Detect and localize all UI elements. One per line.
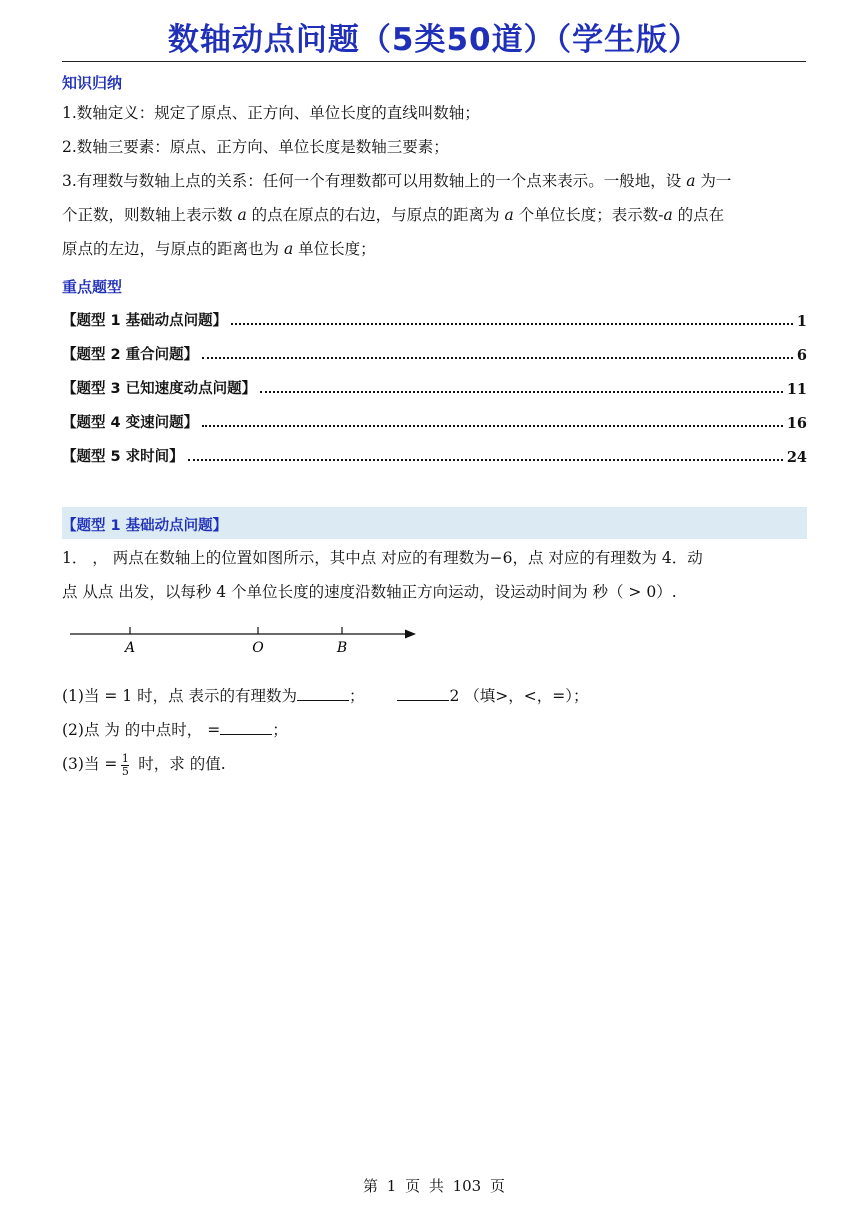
toc-item-4[interactable] [62,408,807,432]
toc-item-3[interactable] [62,374,807,398]
toc-item-page: 1 [796,313,807,330]
toc-leader [188,459,783,461]
toc-item-page: 11 [786,381,807,398]
toc-item-2[interactable] [62,340,807,364]
answer-blank[interactable] [397,686,449,701]
number-line-arrow-icon [405,630,416,639]
title-divider [62,61,806,62]
label-a: A [124,640,136,656]
toc-item-page: 24 [786,449,807,466]
knowledge-item-1: 1.数轴定义：规定了原点、正方向、单位长度的直线叫数轴； [62,104,480,122]
toc-item-label: 【题型 4 变速问题】 [62,415,199,431]
section-heading: 【题型 1 基础动点问题】 [62,518,228,534]
section-heading-band [62,507,807,539]
toc-item-page: 6 [796,347,807,364]
knowledge-item-2: 2.数轴三要素：原点、正方向、单位长度是数轴三要素； [62,138,449,156]
fraction: $\frac{1}{5}$ [121,751,129,778]
knowledge-item-3: 3.有理数与数轴上点的关系：任何一个有理数都可以用数轴上的一个点来表示。一般地，设 a 为一 个正数，则数轴上表示数 a 的点在原点的右边，与原点的距离为 a 个单位长度；表示数-a 的点在 原点的左边，与原点的距离也为 a 单位长度； [62,172,732,258]
question-1-line-1: 1． ， 两点在数轴上的位置如图所示，其中点 对应的有理数为−6，点 对应的有理数为 4．动 [62,549,703,567]
question-1-line-2: 点 从点 出发，以每秒 4 个单位长度的速度沿数轴正方向运动，设运动时间为 秒（ > 0）. [62,583,677,601]
toc-item-1[interactable] [62,306,807,330]
number-line-figure [62,618,432,660]
knowledge-heading: 知识归纳 [62,74,123,92]
toc-heading: 重点题型 [62,278,123,296]
toc-leader [202,425,783,427]
toc-leader [260,391,783,393]
toc-item-page: 16 [786,415,807,432]
page-footer: 第 1 页 共 103 页 [362,1177,505,1195]
sub-question-3: (3)当 = $\frac{1}{5}$ 时，求 的值. [62,751,226,778]
label-o: O [252,640,264,656]
toc-item-label: 【题型 1 基础动点问题】 [62,313,228,329]
toc-item-5[interactable] [62,442,807,466]
page-title: 数轴动点问题（5类50道）（学生版） [167,22,701,58]
sub-question-2: (2)点 为 的中点时， = ； [62,721,288,739]
label-b: B [336,640,348,656]
toc-leader [202,357,793,359]
answer-blank[interactable] [220,720,272,735]
toc-item-label: 【题型 5 求时间】 [62,449,184,465]
toc-item-label: 【题型 2 重合问题】 [62,347,199,363]
toc-leader [231,323,793,325]
toc-item-label: 【题型 3 已知速度动点问题】 [62,381,257,397]
sub-question-1: (1)当 = 1 时，点 表示的有理数为 ； 2 （填>，<，=）； [62,687,589,705]
answer-blank[interactable] [297,686,349,701]
